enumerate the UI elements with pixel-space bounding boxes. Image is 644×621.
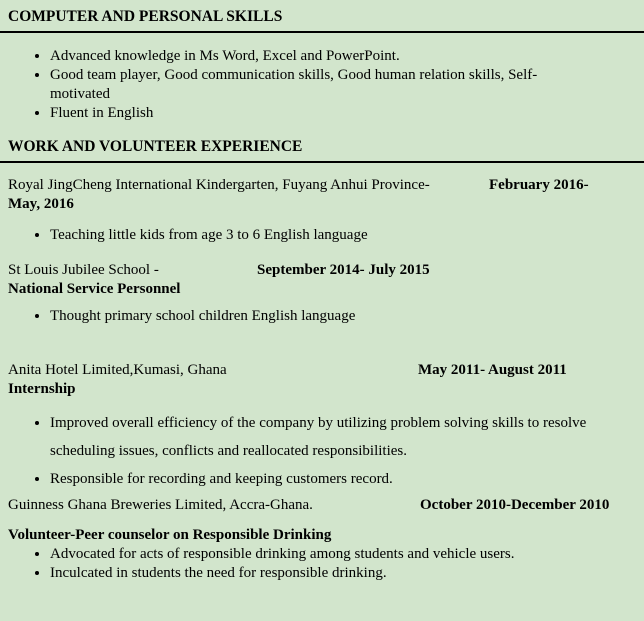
organization-name: Guinness Ghana Breweries Limited, Accra-Ghana.	[8, 497, 313, 513]
experience-entry-guinness	[8, 496, 636, 515]
entry-date: May 2011- August 2011	[418, 362, 567, 378]
entry-bullet: • Teaching little kids from age 3 to 6 English language	[50, 226, 636, 245]
entry-bullets	[0, 545, 644, 583]
entry-role: National Service Personnel	[8, 281, 181, 297]
skill-item: • Good team player, Good communication skills, Good human relation skills, Self-motivated	[50, 66, 585, 104]
entry-bullet: • Thought primary school children English language	[50, 307, 636, 326]
skill-item: • Advanced knowledge in Ms Word, Excel and PowerPoint.	[50, 47, 636, 66]
entry-bullet: • Inculcated in students the need for responsible drinking.	[50, 564, 636, 583]
entry-role: Volunteer-Peer counselor on Responsible Drinking	[8, 527, 332, 543]
skills-list	[0, 47, 644, 123]
organization-name: Anita Hotel Limited,Kumasi, Ghana	[8, 362, 227, 378]
entry-date: February 2016-	[489, 177, 589, 193]
skill-item: • Fluent in English	[50, 104, 636, 123]
organization-name: St Louis Jubilee School -	[8, 262, 159, 278]
entry-date: October 2010-December 2010	[420, 497, 610, 513]
entry-bullet: • Responsible for recording and keeping customers record.	[50, 465, 625, 493]
entry-role: Internship	[8, 381, 76, 397]
entry-date: September 2014- July 2015	[257, 262, 430, 278]
section-heading-skills: COMPUTER AND PERSONAL SKILLS	[0, 7, 644, 33]
organization-name: Royal JingCheng International Kindergarten, Fuyang Anhui Province-	[8, 177, 430, 193]
entry-bullets	[0, 409, 644, 493]
experience-entry-anita-hotel	[8, 361, 636, 399]
entry-bullet: • Advocated for acts of responsible drinking among students and vehicle users.	[50, 545, 636, 564]
section-heading-experience: WORK AND VOLUNTEER EXPERIENCE	[0, 137, 644, 163]
entry-bullets	[0, 226, 644, 245]
experience-entry-st-louis	[8, 261, 636, 299]
entry-bullets	[0, 307, 644, 326]
entry-bullet: • Improved overall efficiency of the company by utilizing problem solving skills to resolve scheduling issues, conflicts and reallocated responsibilities.	[50, 409, 625, 465]
experience-entry-royal-jingcheng	[8, 176, 636, 214]
entry-date-continued: May, 2016	[8, 196, 74, 212]
